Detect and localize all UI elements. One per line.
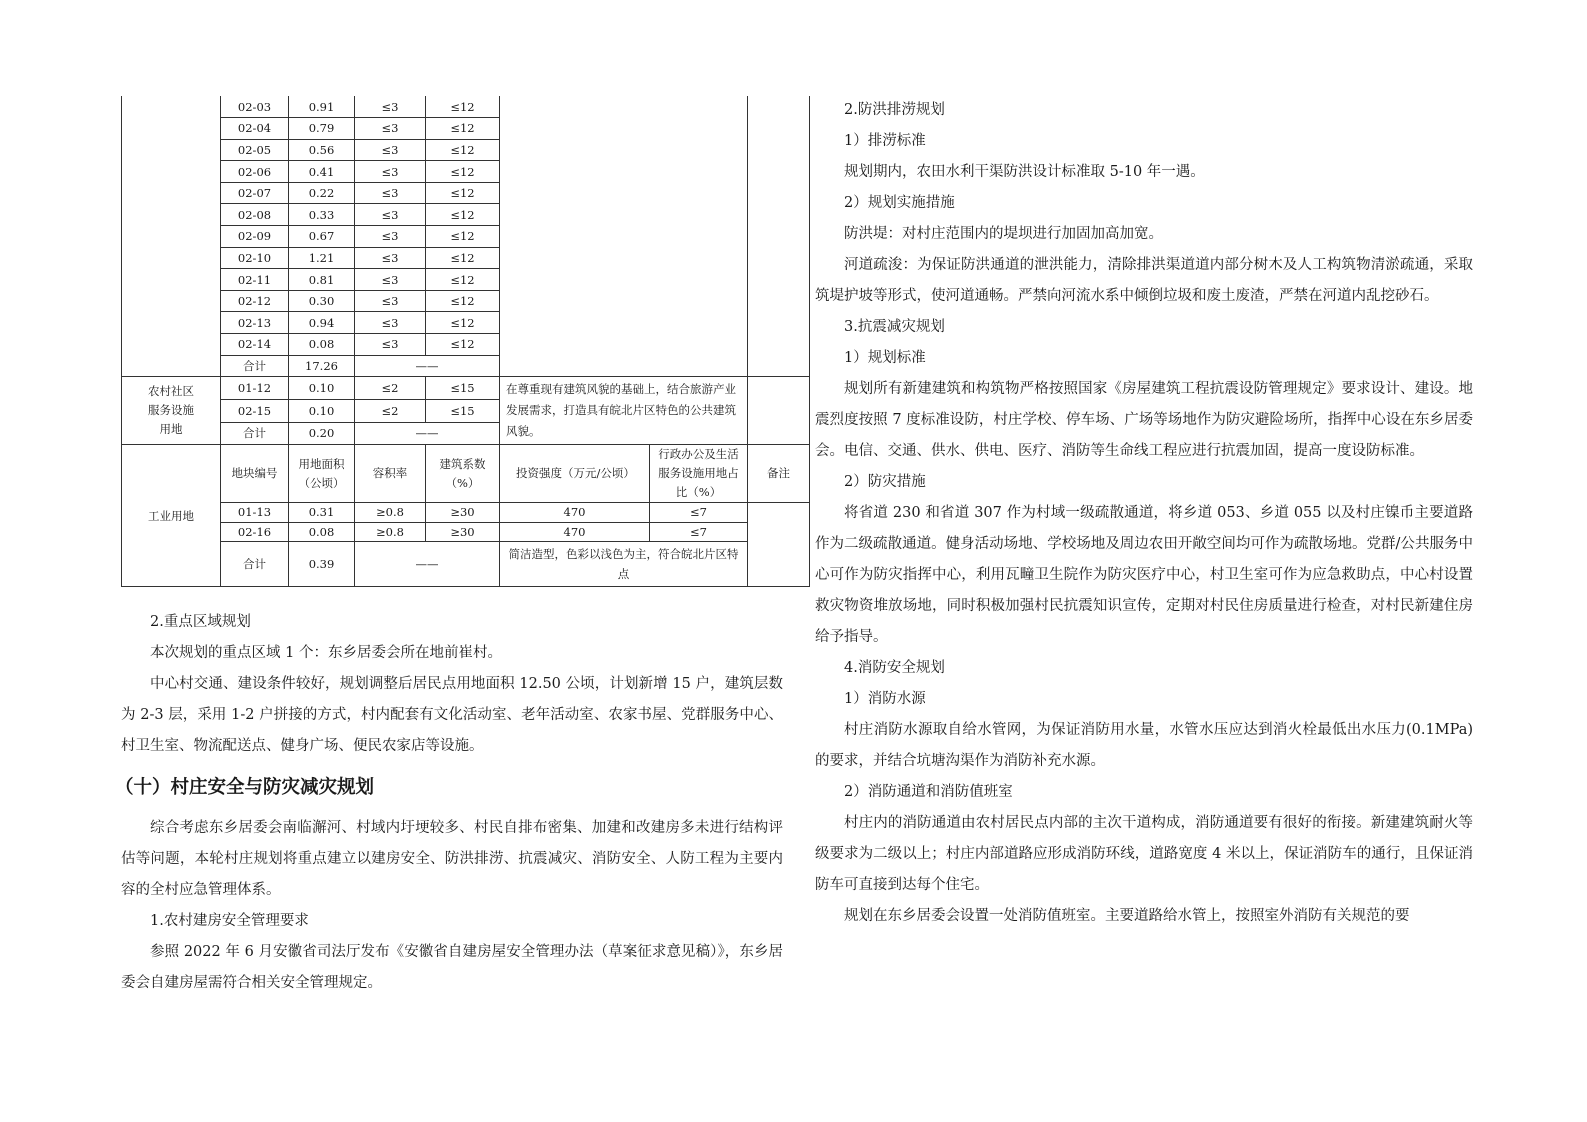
section-title: （十）村庄安全与防灾减灾规划: [115, 777, 375, 798]
header-code: 地块编号: [221, 445, 289, 503]
header-remark: 备注: [748, 445, 810, 503]
heading-building-safety: 1.农村建房安全管理要求: [150, 913, 309, 929]
table-row: 02-08 0.33 ≤3 ≤12: [122, 204, 810, 226]
table-row: 01-13 0.31 ≥0.8 ≥30 470 ≤7: [122, 503, 810, 523]
header-far: 容积率: [355, 445, 426, 503]
subheading: 1）消防水源: [844, 691, 926, 707]
heading-earthquake: 3.抗震减灾规划: [844, 319, 945, 335]
table-row: 02-15 0.10 ≤2 ≤15: [122, 399, 810, 422]
right-text-column: [815, 95, 1473, 932]
paragraph: 村庄内的消防通道由农村居民点内部的主次干道构成，消防通道要有很好的衔接。新建建筑耐火等级要求为二级以上；村庄内部道路应形成消防环线，道路宽度 4 米以上，保证消防车的通行，且保证消防车可直接到达每个住宅。: [815, 815, 1473, 893]
table-row: 02-06 0.41 ≤3 ≤12: [122, 161, 810, 183]
residential-note-cell: [500, 96, 748, 377]
paragraph: 防洪堤：对村庄范围内的堤坝进行加固加高加宽。: [844, 226, 1163, 242]
table-row: 02-09 0.67 ≤3 ≤12: [122, 226, 810, 248]
land-use-control-table: [121, 96, 810, 587]
left-text-column: [115, 607, 783, 999]
paragraph: 中心村交通、建设条件较好，规划调整后居民点用地面积 12.50 公顷，计划新增 15 户，建筑层数为 2-3 层，采用 1-2 户拼接的方式，村内配套有文化活动室、老年活动室、农家书屋、党群服务中心、村卫生室、物流配送点、健身广场、便民农家店等设施。: [121, 676, 783, 754]
table-header-row: [122, 445, 810, 503]
table-row: 02-13 0.94 ≤3 ≤12: [122, 312, 810, 334]
table-row: 02-04 0.79 ≤3 ≤12: [122, 118, 810, 140]
header-investment: 投资强度（万元/公顷）: [500, 445, 650, 503]
community-note-cell: 在尊重现有建筑风貌的基础上，结合旅游产业发展需求，打造具有皖北片区特色的公共建筑风貌。: [500, 377, 748, 445]
table-row: 02-07 0.22 ≤3 ≤12: [122, 182, 810, 204]
paragraph: 规划在东乡居委会设置一处消防值班室。主要道路给水管上，按照室外消防有关规范的要: [844, 908, 1410, 924]
industrial-remark-cell: [748, 503, 810, 587]
table-row: 02-12 0.30 ≤3 ≤12: [122, 290, 810, 312]
table-row: 02-10 1.21 ≤3 ≤12: [122, 247, 810, 269]
table-row: 02-11 0.81 ≤3 ≤12: [122, 269, 810, 291]
industrial-category-cell: 工业用地: [122, 445, 221, 587]
subheading: 1）排涝标准: [844, 133, 926, 149]
paragraph: 本次规划的重点区域 1 个：东乡居委会所在地前崔村。: [150, 645, 502, 661]
heading-key-area: 2.重点区域规划: [150, 614, 251, 630]
table-row: 02-16 0.08 ≥0.8 ≥30 470 ≤7: [122, 522, 810, 542]
subheading: 2）防灾措施: [844, 474, 926, 490]
table-total-row: 合计 0.39 —— 简洁造型，色彩以浅色为主，符合皖北片区特点: [122, 542, 810, 587]
table-total-row: 合计 17.26 ——: [122, 355, 810, 377]
community-category-cell: 农村社区服务设施用地: [122, 377, 221, 445]
industrial-note-cell: 简洁造型，色彩以浅色为主，符合皖北片区特点: [500, 542, 748, 587]
residential-category-cell: [122, 96, 221, 377]
paragraph: 参照 2022 年 6 月安徽省司法厅发布《安徽省自建房屋安全管理办法（草案征求意见稿）》，东乡居委会自建房屋需符合相关安全管理规定。: [121, 944, 783, 991]
table-total-row: 合计 0.20 ——: [122, 422, 810, 445]
table-row: 02-05 0.56 ≤3 ≤12: [122, 139, 810, 161]
paragraph: 将省道 230 和省道 307 作为村域一级疏散通道，将乡道 053、乡道 055 以及村庄镍币主要道路作为二级疏散通道。健身活动场地、学校场地及周边农田开敞空间均可作为疏散场地。党群/公共服务中心可作为防灾指挥中心，利用瓦疃卫生院作为防灾医疗中心，村卫生室可作为应急救助点，中心村设置救灾物资堆放场地，同时积极加强村民抗震知识宣传，定期对村民住房质量进行检查，对村民新建住房给予指导。: [815, 505, 1473, 645]
subheading: 2）规划实施措施: [844, 195, 955, 211]
table-row: 02-14 0.08 ≤3 ≤12: [122, 334, 810, 356]
table-row: 农村社区服务设施用地 01-12 0.10 ≤2 ≤15 在尊重现有建筑风貌的基础上，结合旅游产业发展需求，打造具有皖北片区特色的公共建筑风貌。: [122, 377, 810, 400]
paragraph: 综合考虑东乡居委会南临澥河、村域内圩埂较多、村民自排布密集、加建和改建房多未进行结构评估等问题，本轮村庄规划将重点建立以建房安全、防洪排涝、抗震减灾、消防安全、人防工程为主要内容的全村应急管理体系。: [121, 820, 783, 898]
heading-fire-safety: 4.消防安全规划: [844, 660, 945, 676]
paragraph: 规划期内，农田水利干渠防洪设计标准取 5-10 年一遇。: [844, 164, 1205, 180]
header-density: 建筑系数（%）: [426, 445, 500, 503]
header-admin-ratio: 行政办公及生活服务设施用地占比（%）: [650, 445, 748, 503]
subheading: 2）消防通道和消防值班室: [844, 784, 1013, 800]
community-remark-cell: [748, 377, 810, 445]
table-row: 02-03 0.91 ≤3 ≤12: [122, 96, 810, 118]
header-area: 用地面积（公顷）: [289, 445, 355, 503]
paragraph: 村庄消防水源取自给水管网，为保证消防用水量，水管水压应达到消火栓最低出水压力(0.1MPa)的要求，并结合坑塘沟渠作为消防补充水源。: [815, 722, 1473, 769]
subheading: 1）规划标准: [844, 350, 926, 366]
heading-flood-control: 2.防洪排涝规划: [844, 102, 945, 118]
residential-remark-cell: [748, 96, 810, 377]
paragraph: 河道疏浚：为保证防洪通道的泄洪能力，清除排洪渠道道内部分树木及人工构筑物清淤疏通，采取筑堤护坡等形式，使河道通畅。严禁向河流水系中倾倒垃圾和废土废渣，严禁在河道内乱挖砂石。: [815, 257, 1473, 304]
paragraph: 规划所有新建建筑和构筑物严格按照国家《房屋建筑工程抗震设防管理规定》要求设计、建设。地震烈度按照 7 度标准设防，村庄学校、停车场、广场等场地作为防灾避险场所，指挥中心设在东乡居委会。电信、交通、供水、供电、医疗、消防等生命线工程应进行抗震加固，提高一度设防标准。: [815, 381, 1473, 459]
